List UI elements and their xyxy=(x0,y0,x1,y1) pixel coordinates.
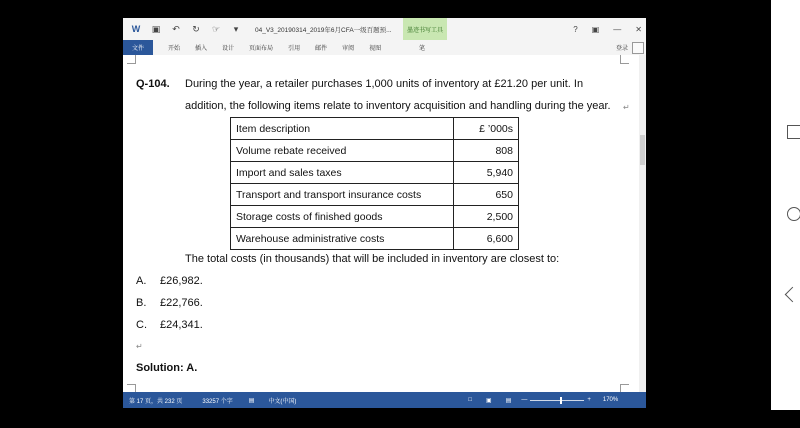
table-row xyxy=(231,118,519,140)
square-icon[interactable] xyxy=(787,125,800,139)
table-row xyxy=(231,162,519,184)
table-cell: 808 xyxy=(454,140,519,162)
document-title: 04_V3_20190314_2019年6月CFA一级百题预... xyxy=(255,26,392,34)
solution-text: Solution: A. xyxy=(136,362,198,374)
tab-file[interactable]: 文件 xyxy=(123,40,153,55)
minimize-button[interactable]: — xyxy=(613,24,622,34)
table-cell: 5,940 xyxy=(454,162,519,184)
vertical-scrollbar[interactable] xyxy=(639,55,646,400)
status-bar xyxy=(123,392,646,408)
table-cell: Storage costs of finished goods xyxy=(231,206,454,228)
option-letter: C. xyxy=(136,319,147,331)
table-row xyxy=(231,140,519,162)
tab-design[interactable]: 设计 xyxy=(222,46,235,52)
side-panel xyxy=(771,0,800,410)
question-line-1: During the year, a retailer purchases 1,000 units of inventory at £21.20 per unit. In xyxy=(185,78,584,90)
option-letter: A. xyxy=(136,275,147,287)
zoom-in-button[interactable]: + xyxy=(587,397,591,403)
question-prompt: The total costs (in thousands) that will be included in inventory are closest to: xyxy=(185,253,560,265)
tab-references[interactable]: 引用 xyxy=(288,46,301,52)
question-line-2: addition, the following items relate to inventory acquisition and handling during the year. xyxy=(185,100,611,112)
zoom-out-button[interactable]: — xyxy=(521,397,528,403)
tab-layout[interactable]: 页面布局 xyxy=(249,46,274,52)
word-count[interactable]: 33257 个字 xyxy=(202,398,233,405)
tab-insert[interactable]: 插入 xyxy=(195,46,208,52)
zoom-level[interactable]: 170% xyxy=(602,397,619,403)
redo-icon[interactable]: ↻ xyxy=(192,23,200,34)
table-cell: Volume rebate received xyxy=(231,140,454,162)
proofing-icon[interactable]: ▤ xyxy=(248,397,255,404)
word-window xyxy=(123,18,646,408)
login-link[interactable]: 登录 xyxy=(615,46,628,52)
table-row xyxy=(231,206,519,228)
table-cell: Transport and transport insurance costs xyxy=(231,184,454,206)
save-icon[interactable]: ▣ xyxy=(151,23,161,34)
table-cell: 6,600 xyxy=(454,228,519,250)
option-letter: B. xyxy=(136,297,147,309)
touch-mode-icon[interactable]: ☞ xyxy=(211,23,221,34)
margin-corner-top-right xyxy=(620,55,629,64)
tab-mailings[interactable]: 邮件 xyxy=(315,46,328,52)
margin-corner-top-left xyxy=(127,55,136,64)
tab-pen[interactable]: 笔 xyxy=(419,46,426,52)
option-text: £22,766. xyxy=(160,297,203,309)
items-table xyxy=(230,117,519,250)
table-row xyxy=(231,228,519,250)
close-button[interactable]: ✕ xyxy=(635,24,642,34)
circle-icon[interactable] xyxy=(787,207,800,221)
table-header-cell: £ ’000s xyxy=(454,118,519,140)
ribbon-tabs xyxy=(123,40,646,56)
scrollbar-thumb[interactable] xyxy=(640,135,645,165)
avatar[interactable] xyxy=(632,42,644,54)
page-count[interactable]: 第 17 页，共 232 页 xyxy=(129,398,183,405)
table-cell: Import and sales taxes xyxy=(231,162,454,184)
table-cell: Warehouse administrative costs xyxy=(231,228,454,250)
print-layout-icon[interactable]: ▣ xyxy=(486,397,492,404)
paragraph-mark: ↵ xyxy=(136,342,143,351)
read-mode-icon[interactable]: □ xyxy=(468,397,473,403)
web-layout-icon[interactable]: ▤ xyxy=(505,397,512,404)
table-row xyxy=(231,184,519,206)
tab-review[interactable]: 审阅 xyxy=(342,46,355,52)
undo-icon[interactable]: ↶ xyxy=(172,23,180,34)
customize-toolbar-icon[interactable]: ▾ xyxy=(233,23,239,34)
document-page[interactable] xyxy=(123,55,646,400)
option-text: £24,341. xyxy=(160,319,203,331)
table-cell: 650 xyxy=(454,184,519,206)
table-cell: 2,500 xyxy=(454,206,519,228)
option-text: £26,982. xyxy=(160,275,203,287)
word-app-icon: W xyxy=(131,24,141,34)
question-number: Q-104. xyxy=(136,78,170,90)
title-bar xyxy=(123,18,646,40)
zoom-slider-thumb[interactable] xyxy=(560,397,562,404)
tab-home[interactable]: 开始 xyxy=(168,46,181,52)
language-status[interactable]: 中文(中国) xyxy=(268,398,297,405)
back-icon[interactable] xyxy=(785,287,800,303)
tab-view[interactable]: 视图 xyxy=(369,46,382,52)
drawing-tools-context-tab[interactable]: 墨迹书写工具 xyxy=(403,18,447,40)
ribbon-display-icon[interactable]: ▣ xyxy=(591,24,600,34)
zoom-slider[interactable] xyxy=(530,400,584,401)
window-controls xyxy=(573,18,642,40)
paragraph-mark: ↵ xyxy=(623,103,630,112)
table-header-cell: Item description xyxy=(231,118,454,140)
help-button[interactable]: ? xyxy=(573,24,578,34)
